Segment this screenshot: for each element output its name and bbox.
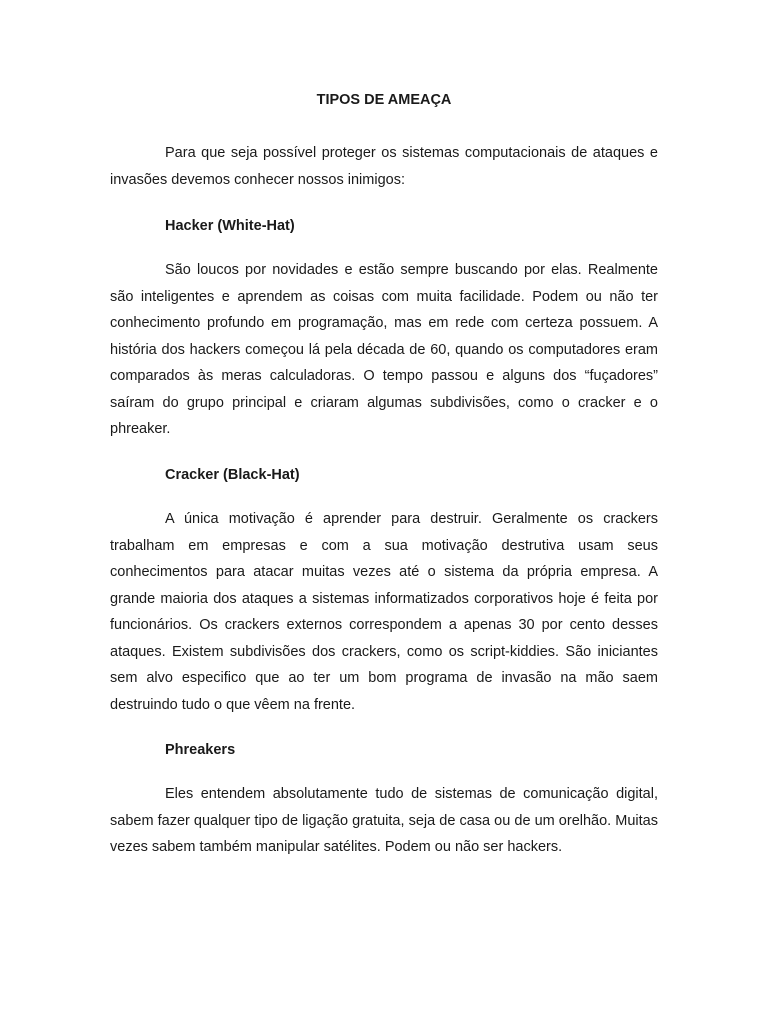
section-heading-hacker: Hacker (White-Hat) (165, 218, 295, 234)
section-body-phreakers: Eles entendem absolutamente tudo de sistemas de comunicação digital, sabem fazer qualquer tipo de ligação gratuita, seja de casa ou de um orelhão. Muitas vezes sabem também manipular satélites. Podem ou não ser hackers. (110, 786, 658, 855)
intro-paragraph: Para que seja possível proteger os sistemas computacionais de ataques e invasões devemos conhecer nossos inimigos: (110, 145, 658, 188)
section-heading-phreakers: Phreakers (165, 742, 236, 758)
section-body-hacker: São loucos por novidades e estão sempre buscando por elas. Realmente são inteligentes e aprendem as coisas com muita facilidade. Podem ou não ter conhecimento profundo em programação, mas em rede com certeza possuem. A história dos hackers começou lá pela década de 60, quando os computadores eram comparados às meras calculadoras. O tempo passou e alguns dos “fuçadores” saíram do grupo principal e criaram algumas subdivisões, como o cracker e o phreaker. (110, 262, 658, 437)
section-body-cracker: A única motivação é aprender para destruir. Geralmente os crackers trabalham em empresas e com a sua motivação destrutiva usam seus conhecimentos para atacar muitas vezes até o sistema da própria empresa. A grande maioria dos ataques a sistemas informatizados corporativos hoje é feita por funcionários. Os crackers externos correspondem a apenas 30 por cento desses ataques. Existem subdivisões dos crackers, como os script-kiddies. São iniciantes sem alvo especifico que ao ter um bom programa de invasão na mão saem destruindo tudo o que vêem na frente. (110, 511, 658, 713)
document-title: TIPOS DE AMEAÇA (316, 92, 452, 108)
section-heading-cracker: Cracker (Black-Hat) (165, 467, 300, 483)
